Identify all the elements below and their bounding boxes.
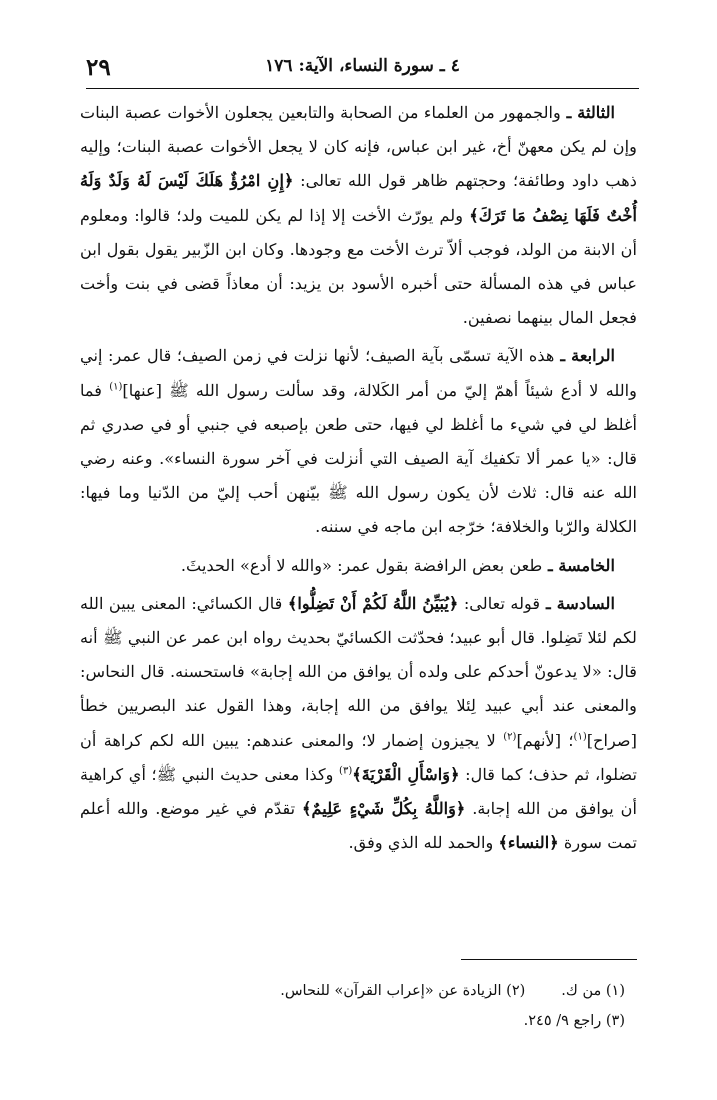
paragraph-lead: الرابعة: [571, 346, 615, 366]
footnotes: [80, 976, 625, 1036]
page-number: ٢٩: [86, 54, 111, 81]
paragraph-text: قال الكسائي: المعنى يبين الله لكم لئلا تَضِلوا. قال أبو عبيد؛ فحدّثت الكسائيّ بحديث رواه ابن عمر عن النبي ﷺ أنه قال: «لا يدعونّ أحدكم على ولده أن يوافق من الله إجابة» فاستحسنه. قال النحاس: والمعنى عند أبي عبيد لِئلا يوافق من الله إجابة، وهذا القول عند البصريين خطأ [صراح]: [80, 593, 637, 750]
paragraph-lead: الخامسة: [558, 555, 615, 575]
paragraph-text: لا يجيزون إضمار لا؛ والمعنى عندهم: يبين الله لكم كراهة أن تضلوا، ثم حذف؛ كما قال:: [80, 730, 637, 784]
paragraph-text: ولم يورّث الأخت إلا إذا لم يكن للميت ولد؛ قالوا: ومعلوم أن الابنة من الولد، فوجب ألاّ ترث الأخت مع وجودها. وكان ابن الزّبير يقول بقول ابن عباس في هذه المسألة حتى أخبره الأسود بن يزيد: أن معاذاً قضى في بنت وأخت فجعل المال بينهما نصفين.: [80, 205, 637, 328]
quran-quote: ﴿يُبَيِّنُ اللَّهُ لَكُمْ أَنْ تَضِلُّوا﴾: [287, 593, 459, 613]
footnote-ref: (٢): [503, 731, 517, 743]
paragraph-text: والجمهور من العلماء من الصحابة والتابعين يجعلون الأخوات عصبة البنات وإن لم يكن معهنّ أخ، غير ابن عباس، فإنه كان لا يجعل الأخوات عصبة البنات؛ وإليه ذهب داود وطائفة؛ وحجتهم ظاهر قول الله تعالى:: [80, 103, 637, 191]
paragraph-text: قوله تعالى:: [458, 593, 541, 613]
paragraph-third: [80, 96, 637, 335]
lead-dash: ـ: [540, 593, 557, 613]
paragraph-text: هذه الآية تسمّى بآية الصيف؛ لأنها نزلت في زمن الصيف؛ قال عمر: إني والله لا أدع شيئاً أهمّ إليّ من أمر الكَلالة، وقد سألت رسول الله ﷺ [عنها]: [80, 346, 637, 400]
footnote-1: (١) من ك.: [561, 983, 625, 999]
lead-dash: ـ: [554, 346, 572, 366]
quran-quote: ﴿إِنِ امْرُؤٌ هَلَكَ لَيْسَ لَهُ وَلَدٌ وَلَهُ أُخْتٌ فَلَهَا نِصْفُ مَا تَرَكَ﴾: [80, 171, 637, 225]
lead-dash: ـ: [542, 555, 559, 575]
paragraph-lead: السادسة: [556, 593, 615, 613]
footnote-2: (٢) الزيادة عن «إعراب القرآن» للنحاس.: [280, 983, 526, 999]
lead-dash: ـ: [560, 103, 578, 122]
body-text: [80, 96, 637, 864]
quran-quote: ﴿وَاللَّهُ بِكُلِّ شَيْءٍ عَلِيمٌ﴾: [302, 799, 466, 819]
footnote-ref: (٣): [339, 765, 353, 777]
paragraph-fourth: [80, 339, 637, 544]
running-head: [86, 54, 639, 90]
paragraph-text: ؛ [لأنهم]: [516, 730, 574, 750]
footnote-ref: (١): [109, 381, 123, 393]
footnote-row: [80, 976, 625, 1006]
paragraph-lead: الثالثة: [577, 103, 616, 122]
footnote-3: (٣) راجع ٩/ ٢٤٥.: [523, 1013, 625, 1029]
footnote-rule: [461, 959, 637, 960]
paragraph-text: تقدّم في غير موضع. والله أعلم تمت سورة: [80, 799, 637, 853]
paragraph-text: طعن بعض الرافضة بقول عمر: «والله لا أدع» الحديثَ.: [180, 555, 543, 575]
quran-quote: ﴿وَاسْأَلِ الْقَرْيَةَ﴾: [352, 764, 460, 784]
paragraph-fifth: [80, 549, 637, 583]
footnote-ref: (١): [573, 731, 587, 743]
paragraph-text: والحمد لله الذي وفق.: [348, 833, 499, 853]
paragraph-text: فما أغلظ لي في شيء ما أغلظ لي فيها، حتى طعن بإصبعه في جنبي أو في صدري ثم قال: «يا عمر ألا تكفيك آية الصيف التي أنزلت في آخر سورة النساء». وعنه رضي الله عنه قال: ثلاث لأن يكون رسول الله ﷺ بيّنهن أحب إليّ من الدّنيا وما فيها: الكلالة والرّبا والخلافة؛ خرّجه ابن ماجه في سننه.: [80, 380, 637, 537]
paragraph-sixth: [80, 587, 637, 861]
quran-quote: ﴿النساء﴾: [498, 833, 559, 853]
header-title: ٤ ـ سورة النساء، الآية: ١٧٦: [265, 56, 460, 76]
footnote-row: [80, 1006, 625, 1036]
header-rule: [86, 88, 639, 89]
paragraph-text: وكذا معنى حديث النبي ﷺ؛ أي كراهية أن يوافق من الله إجابة.: [80, 764, 637, 819]
